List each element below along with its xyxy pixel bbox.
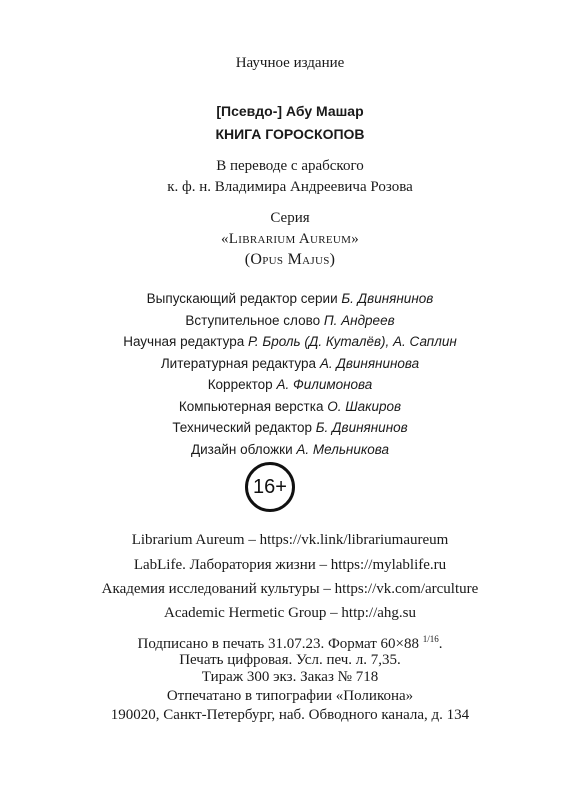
link-line: LabLife. Лаборатория жизни – https://mylablife.ru xyxy=(133,557,447,573)
imprint-address: 190020, Санкт-Петербург, наб. Обводного канала, д. 134 xyxy=(110,707,470,723)
series-label: Серия xyxy=(270,210,310,226)
imprint-printer: Отпечатано в типографии «Поликона» xyxy=(166,688,414,704)
age-rating-badge: 16+ xyxy=(245,462,295,512)
link-line: Академия исследований культуры – https://vk.com/arculture xyxy=(101,581,479,597)
link-line: Academic Hermetic Group – http://ahg.su xyxy=(163,605,416,621)
credit-line: Компьютерная верстка О. Шакиров xyxy=(178,399,402,414)
credit-line: Вступительное слово П. Андреев xyxy=(185,313,395,328)
translation-line-1: В переводе с арабского xyxy=(216,158,364,174)
edition-type: Научное издание xyxy=(235,55,345,71)
book-title: КНИГА ГОРОСКОПОВ xyxy=(215,126,365,142)
imprint-run: Тираж 300 экз. Заказ № 718 xyxy=(201,669,379,685)
credit-line: Корректор А. Филимонова xyxy=(207,377,373,392)
imprint-print-type: Печать цифровая. Усл. печ. л. 7,35. xyxy=(179,652,401,668)
book-author: [Псевдо-] Абу Машар xyxy=(216,103,364,119)
imprint-signed: Подписано в печать 31.07.23. Формат 60×88 $^{1/16}$. xyxy=(137,634,443,652)
credit-line: Научная редактура Р. Броль (Д. Куталёв), А. Саплин xyxy=(123,334,457,349)
translation-line-2: к. ф. н. Владимира Андреевича Розова xyxy=(167,179,413,195)
series-subtitle: (Opus Majus) xyxy=(244,251,336,268)
link-line: Librarium Aureum – https://vk.link/librariumaureum xyxy=(131,532,449,548)
credit-line: Литературная редактура А. Двинянинова xyxy=(160,356,420,371)
credit-line: Дизайн обложки А. Мельникова xyxy=(190,442,389,457)
credit-line: Выпускающий редактор серии Б. Двинянинов xyxy=(146,291,434,306)
series-name: «Librarium Aureum» xyxy=(220,231,360,247)
credit-line: Технический редактор Б. Двинянинов xyxy=(172,420,408,435)
